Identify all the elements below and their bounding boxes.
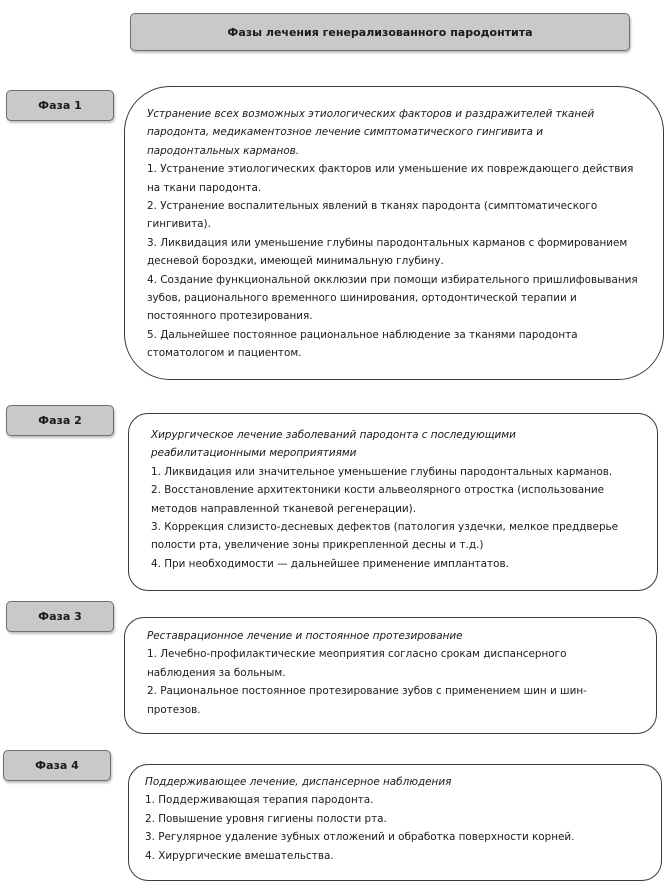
phase-3-label: Фаза 3 xyxy=(6,601,114,632)
phase-4-item: 1. Поддерживающая терапия пародонта. xyxy=(145,794,374,807)
phase-4-item: 2. Повышение уровня гигиены полости рта. xyxy=(145,812,387,825)
phase-2-label: Фаза 2 xyxy=(6,405,114,436)
phase-4-intro: Поддерживающее лечение, диспансерное наблюдения xyxy=(145,776,452,788)
phase-2-item: 2. Восстановление архитектоники кости альвеолярного отростка (использование методов направленной тканевой регенерации). xyxy=(151,484,605,515)
diagram-title: Фазы лечения генерализованного пародонтита xyxy=(130,13,630,51)
phase-1-item: 5. Дальнейшее постоянное рациональное наблюдение за тканями пародонта стоматологом и пациентом. xyxy=(147,328,578,360)
phase-1-intro: Устранение всех возможных этиологических факторов и раздражителей тканей пародонта, медикаментозное лечение симптоматического гингивита и пародонтальных карманов. xyxy=(147,108,595,157)
phase-3-intro: Реставрационное лечение и постоянное протезирование xyxy=(147,630,463,642)
phase-3-item: 2. Рациональное постоянное протезирование зубов с применением шин и шин-протезов. xyxy=(147,685,587,716)
phase-2-box xyxy=(128,413,658,591)
phase-1-label: Фаза 1 xyxy=(6,90,114,121)
phase-2-item: 4. При необходимости — дальнейшее применение имплантатов. xyxy=(151,557,509,570)
phase-4-item: 3. Регулярное удаление зубных отложений и обработка поверхности корней. xyxy=(145,831,575,844)
phase-2-intro: Хирургическое лечение заболеваний пародонта с последующими реабилитационными мероприятиями xyxy=(151,429,516,460)
phase-3-box xyxy=(124,617,657,734)
phase-3-item: 1. Лечебно-профилактические меоприятия согласно срокам диспансерного наблюдения за больным. xyxy=(147,648,567,679)
phase-1-item: 4. Создание функциональной окклюзии при помощи избирательного пришлифовывания зубов, рационального временного шинирования, ортодонтической терапии и постоянного протезирования. xyxy=(147,273,638,323)
phase-4-item: 4. Хирургические вмешательства. xyxy=(145,849,334,862)
phase-1-item: 3. Ликвидация или уменьшение глубины пародонтальных карманов с формированием десневой бороздки, имеющей минимальную глубину. xyxy=(147,236,628,268)
phase-1-box xyxy=(124,86,664,380)
phase-2-item: 1. Ликвидация или значительное уменьшение глубины пародонтальных карманов. xyxy=(151,465,613,478)
phase-1-item: 2. Устранение воспалительных явлений в тканях пародонта (симптоматического гингивита). xyxy=(147,200,598,231)
phase-4-label: Фаза 4 xyxy=(3,750,111,781)
phase-2-item: 3. Коррекция слизисто-десневых дефектов (патология уздечки, мелкое преддверье полости рта, увеличение зоны прикрепленной десны и т.д.) xyxy=(151,521,619,552)
phase-1-item: 1. Устранение этиологических факторов или уменьшение их повреждающего действия на ткани пародонта. xyxy=(147,163,634,194)
phase-4-box xyxy=(128,764,662,881)
